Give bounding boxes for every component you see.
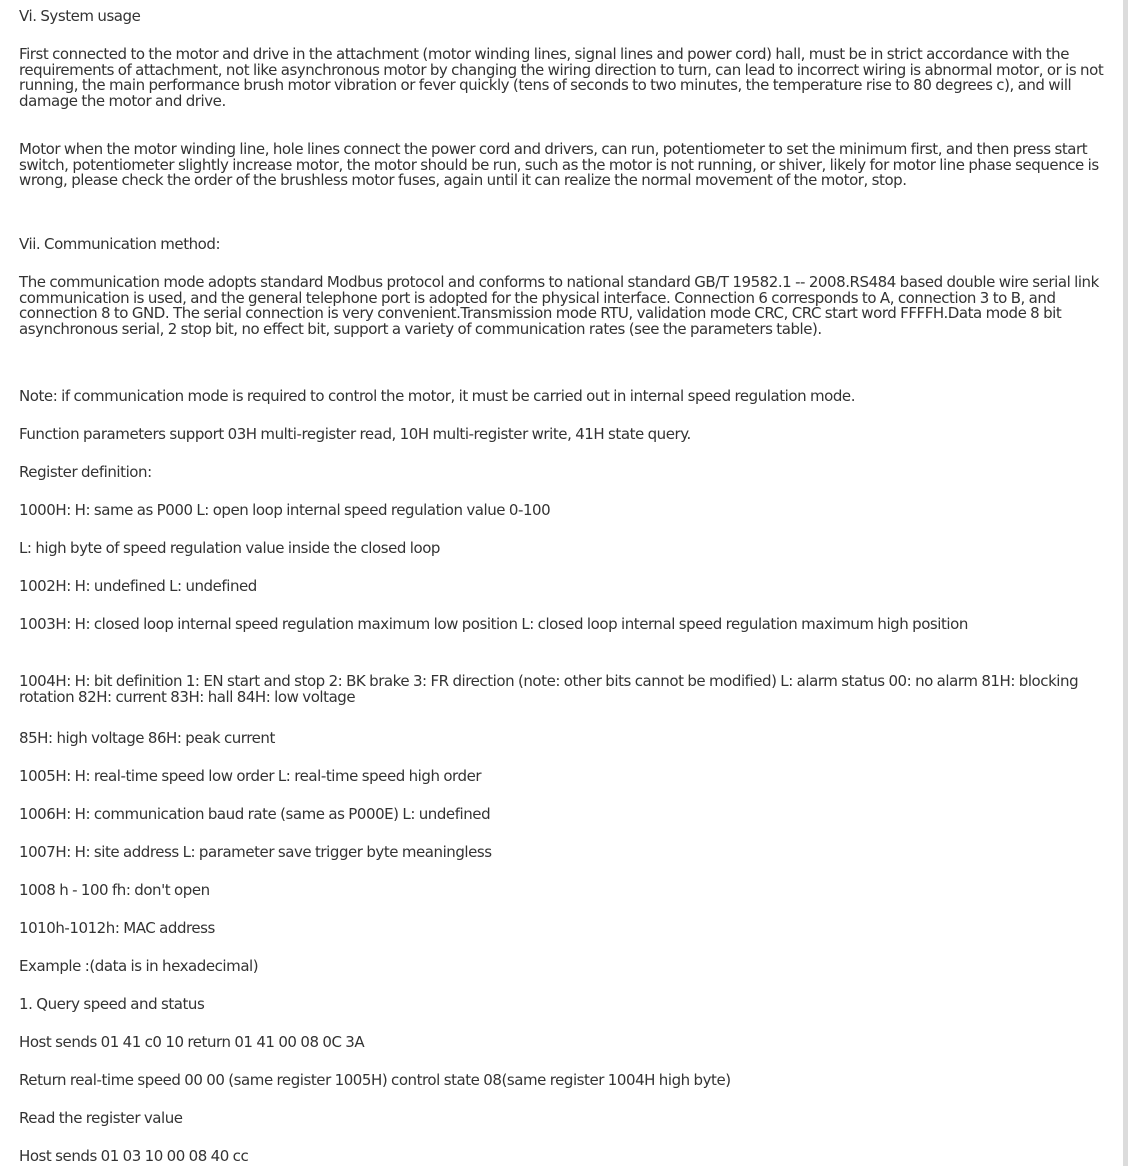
paragraph-register-definition: Register definition: bbox=[19, 463, 152, 481]
example-heading: Example :(data is in hexadecimal) bbox=[19, 957, 259, 975]
example-query-heading: 1. Query speed and status bbox=[19, 995, 205, 1013]
section-heading-system-usage: Vi. System usage bbox=[19, 7, 141, 25]
register-1005h: 1005H: H: real-time speed low order L: real-time speed high order bbox=[19, 767, 482, 785]
vertical-scrollbar[interactable] bbox=[1123, 0, 1128, 1166]
paragraph-function-parameters: Function parameters support 03H multi-register read, 10H multi-register write, 41H state query. bbox=[19, 425, 691, 443]
register-1004h: 1004H: H: bit definition 1: EN start and stop 2: BK brake 3: FR direction (note: other bits cannot be modified) L: alarm status 00: no alarm 81H: blocking rotation 82H: current 83H: hall 84H: low voltage bbox=[19, 672, 1079, 706]
example-host-sends-read: Host sends 01 03 10 00 08 40 cc bbox=[19, 1147, 249, 1165]
register-1003h: 1003H: H: closed loop internal speed regulation maximum low position L: closed loop internal speed regulation maximum high position bbox=[19, 615, 968, 633]
register-alarm-continued: 85H: high voltage 86H: peak current bbox=[19, 729, 275, 747]
register-closed-loop-high-byte: L: high byte of speed regulation value inside the closed loop bbox=[19, 539, 441, 557]
paragraph-motor-run-instructions: Motor when the motor winding line, hole lines connect the power cord and drivers, can run, potentiometer to set the minimum first, and then press start switch, potentiometer slightly increase motor, the motor should be run, such as the motor is not running, or shiver, likely for motor line phase sequence is wrong, please check the order of the brushless motor fuses, again until it can realize the normal movement of the motor, stop. bbox=[19, 140, 1099, 189]
register-1008h-100fh: 1008 h - 100 fh: don't open bbox=[19, 881, 210, 899]
example-read-register-heading: Read the register value bbox=[19, 1109, 183, 1127]
register-1010h-1012h: 1010h-1012h: MAC address bbox=[19, 919, 215, 937]
example-return-explanation: Return real-time speed 00 00 (same register 1005H) control state 08(same register 1004H high byte) bbox=[19, 1071, 731, 1089]
paragraph-note: Note: if communication mode is required to control the motor, it must be carried out in internal speed regulation mode. bbox=[19, 387, 856, 405]
register-1000h: 1000H: H: same as P000 L: open loop internal speed regulation value 0-100 bbox=[19, 501, 551, 519]
register-1007h: 1007H: H: site address L: parameter save trigger byte meaningless bbox=[19, 843, 492, 861]
paragraph-connection-instructions: First connected to the motor and drive in the attachment (motor winding lines, signal lines and power cord) hall, must be in strict accordance with the requirements of attachment, not like asynchronous motor by changing the wiring direction to turn, can lead to incorrect wiring is abnormal motor, or is not running, the main performance brush motor vibration or fever quickly (tens of seconds to two minutes, the temperature rise to 80 degrees c), and will damage the motor and drive. bbox=[19, 45, 1104, 110]
register-1006h: 1006H: H: communication baud rate (same as P000E) L: undefined bbox=[19, 805, 491, 823]
example-host-sends-query: Host sends 01 41 c0 10 return 01 41 00 08 0C 3A bbox=[19, 1033, 365, 1051]
section-heading-communication-method: Vii. Communication method: bbox=[19, 235, 221, 253]
register-1002h: 1002H: H: undefined L: undefined bbox=[19, 577, 257, 595]
paragraph-communication-mode: The communication mode adopts standard Modbus protocol and conforms to national standard GB/T 19582.1 -- 2008.RS484 based double wire serial link communication is used, and the general telephone port is adopted for the physical interface. Connection 6 corresponds to A, connection 3 to B, and connection 8 to GND. The serial connection is very convenient.Transmission mode RTU, validation mode CRC, CRC start word FFFFH.Data mode 8 bit asynchronous serial, 2 stop bit, no effect bit, support a variety of communication rates (see the parameters table). bbox=[19, 273, 1099, 338]
